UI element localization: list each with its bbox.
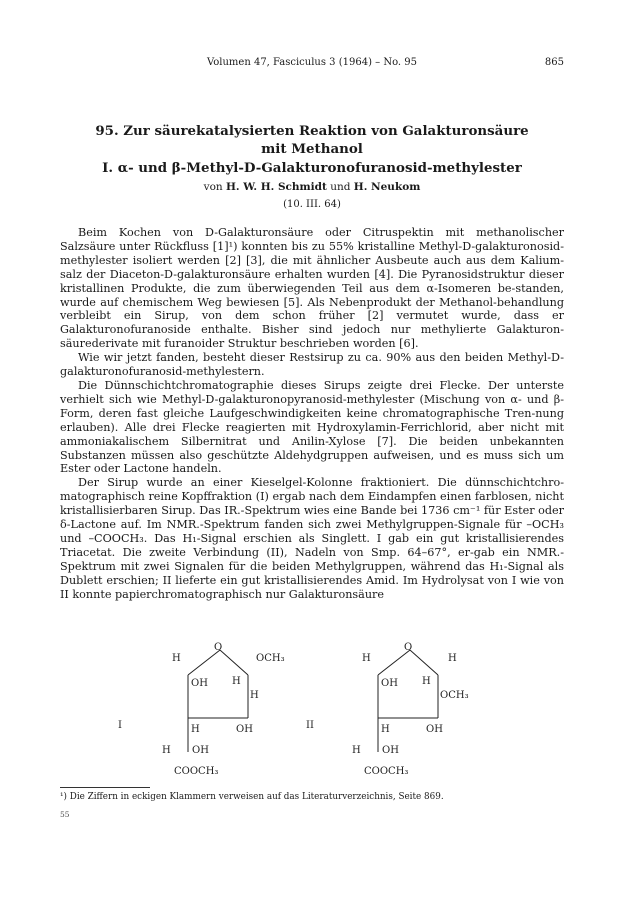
- ring-oxygen: O: [404, 642, 413, 653]
- ester-group: COOCH₃: [364, 766, 409, 777]
- atom-h: H: [381, 724, 390, 735]
- paragraph-2: Wie wir jetzt fanden, besteht dieser Restsirup zu ca. 90% aus den beiden Methyl-D-galakturonofuranosid-methylestern.: [60, 351, 564, 379]
- substituent-h: H: [250, 690, 259, 701]
- substituent-och3: OCH₃: [440, 690, 469, 701]
- paragraph-4: Der Sirup wurde an einer Kieselgel-Kolonne fraktioniert. Die dünnschichtchro-matographisch reine Kopffraktion (I) ergab nach dem Eindampfen einen farblosen, nicht kristallisierbaren Sirup. Das IR.-Spektrum wies eine Bande bei 1736 cm⁻¹ für Ester oder δ-Lactone auf. Im NMR.-Spektrum fanden sich zwei Methylgruppen-Signale für –OCH₃ und –COOCH₃. Das H₁-Signal erschien als Singlett. I gab ein gut kristallisierendes Triacetat. Die zweite Verbindung (II), Nadeln von Smp. 64–67°, er-gab ein NMR.-Spektrum mit zwei Signalen für die beiden Methylgruppen, während das H₁-Signal als Dublett erschien; II lieferte ein gut kristallisierendes Amid. Im Hydrolysat von I wie von II konnte papierchromatographisch nur Galakturonsäure: [60, 476, 564, 601]
- paragraph-3: Die Dünnschichtchromatographie dieses Sirups zeigte drei Flecke. Der unterste verhielt sich wie Methyl-D-galakturonopyranosid-methylester (Mischung von α- und β-Form, deren fast gleiche Laufgeschwindigkeiten keine chromatographische Tren-nung erlauben). Alle drei Flecke reagierten mit Hydroxylamin-Ferrichlorid, aber nicht mit ammoniakalischem Silbernitrat und Anilin-Xylose [7]. Die beiden unbekannten Substanzen müssen also geschützte Aldehydgruppen aufweisen, und es muss sich um Ester oder Lactone handeln.: [60, 378, 564, 476]
- running-title: Volumen 47, Fasciculus 3 (1964) – No. 95: [206, 57, 418, 68]
- author-1: H. W. H. Schmidt: [226, 181, 327, 193]
- atom-h: H: [162, 745, 171, 756]
- structure-label: II: [306, 720, 314, 731]
- structure-label: I: [118, 720, 122, 731]
- structural-formulas: [60, 640, 564, 780]
- page-number: 865: [544, 57, 564, 68]
- atom-h: H: [352, 745, 361, 756]
- substituent-oh: OH: [191, 678, 208, 689]
- authors-prefix: von: [203, 181, 223, 193]
- author-2: H. Neukom: [353, 181, 421, 193]
- atom-h: H: [191, 724, 200, 735]
- ester-group: COOCH₃: [174, 766, 219, 777]
- substituent-och3: OCH₃: [256, 653, 285, 664]
- article-subtitle: I. α- und β-Methyl-D-Galakturonofuranosid-methylester: [102, 160, 522, 176]
- article-title-line-1: 95. Zur säurekatalysierten Reaktion von Galakturonsäure: [95, 123, 529, 139]
- atom-h: H: [422, 676, 431, 687]
- article-body: [60, 226, 564, 601]
- substituent-oh: OH: [381, 678, 398, 689]
- authors-and: und: [330, 181, 351, 193]
- substituent-oh: OH: [426, 724, 443, 735]
- footnote-rule: [60, 787, 150, 788]
- substituent-oh: OH: [192, 745, 209, 756]
- article-title-line-2: mit Methanol: [261, 141, 363, 157]
- folio-number: 55: [60, 810, 70, 819]
- received-date: (10. III. 64): [283, 199, 341, 210]
- footnote-text: Die Ziffern in eckigen Klammern verweisen auf das Literaturverzeichnis, Seite 869.: [69, 792, 444, 802]
- ring-oxygen: O: [214, 642, 223, 653]
- authors-line: [60, 181, 564, 193]
- footnote: [60, 792, 564, 802]
- substituent-oh: OH: [236, 724, 253, 735]
- paragraph-1: Beim Kochen von D-Galakturonsäure oder Citruspektin mit methanolischer Salzsäure unter Rückfluss [1]¹) konnten bis zu 55% kristalline Methyl-D-galakturonosid-methylester isoliert werden [2] [3], die mit ähnlicher Ausbeute auch aus dem Kalium-salz der Diaceton-D-galakturonsäure erhalten wurden [4]. Die Pyranosidstruktur dieser kristallinen Produkte, die zum überwiegenden Teil aus dem α-Isomeren be-standen, wurde auf chemischem Weg bewiesen [5]. Als Nebenprodukt der Methanol-behandlung verbleibt ein Sirup, von dem schon früher [2] vermutet wurde, dass er Galakturonofuranoside enthalte. Bisher sind jedoch nur methylierte Galakturon-säurederivate mit furanoider Struktur beschrieben worden [6].: [60, 226, 564, 351]
- atom-h: H: [232, 676, 241, 687]
- substituent-h: H: [448, 653, 457, 664]
- substituent-oh: OH: [382, 745, 399, 756]
- atom-h: H: [362, 653, 371, 664]
- footnote-marker: ¹): [60, 792, 67, 802]
- atom-h: H: [172, 653, 181, 664]
